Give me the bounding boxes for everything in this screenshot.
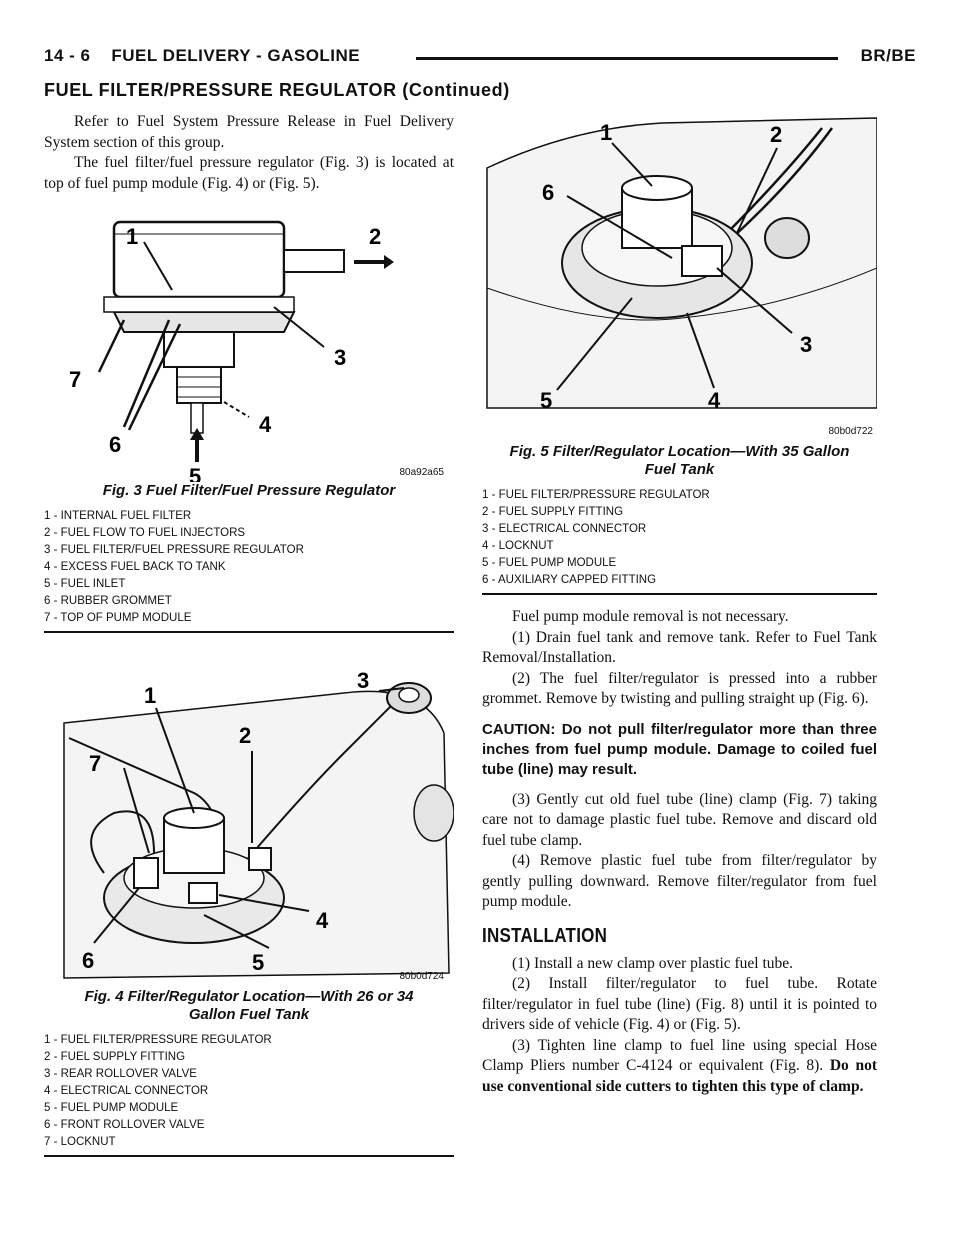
figure-4-caption-line-1: Fig. 4 Filter/Regulator Location—With 26 or 34 <box>84 988 414 1005</box>
figure-5-legend <box>482 487 877 589</box>
intro-paragraph-2: The fuel filter/fuel pressure regulator (Fig. 3) is located at top of fuel pump module (Fig. 4) or (Fig. 5). <box>44 154 454 192</box>
figure-5-caption-line-1: Fig. 5 Filter/Regulator Location—With 35 Gallon <box>509 443 850 460</box>
legend-item: 2 - FUEL SUPPLY FITTING <box>44 1051 186 1063</box>
right-column <box>482 108 877 1097</box>
removal-step-4: (4) Remove plastic fuel tube from filter/regulator by gently pulling downward. Remove filter/regulator from fuel pump module. <box>482 852 877 910</box>
legend-item: 6 - AUXILIARY CAPPED FITTING <box>482 574 657 586</box>
legend-item: 5 - FUEL INLET <box>44 578 126 590</box>
removal-step-2: (2) The fuel filter/regulator is pressed into a rubber grommet. Remove by twisting and pulling straight up (Fig. 6). <box>482 669 877 707</box>
fig5-callout-1: 1 <box>600 120 613 145</box>
installation-heading: INSTALLATION <box>482 924 608 947</box>
fig4-callout-5: 5 <box>252 950 265 975</box>
fig4-callout-4: 4 <box>316 908 329 933</box>
header-section-label: 14 - 6 FUEL DELIVERY - GASOLINE <box>44 46 361 65</box>
caution-note: CAUTION: Do not pull filter/regulator more than three inches from fuel pump module. Damage to coiled fuel tube (line) may result. <box>482 720 877 778</box>
fig4-callout-1: 1 <box>144 683 157 708</box>
fig3-callout-5: 5 <box>189 464 202 482</box>
install-step-3-warning: Do not use conventional side cutters to tighten this type of clamp. <box>482 1057 877 1095</box>
legend-item: 4 - LOCKNUT <box>482 540 554 552</box>
figure-5-code: 80b0d722 <box>828 426 873 437</box>
fig4-callout-3: 3 <box>357 668 370 693</box>
legend-item: 1 - FUEL FILTER/PRESSURE REGULATOR <box>44 1034 272 1046</box>
legend-item: 3 - FUEL FILTER/FUEL PRESSURE REGULATOR <box>44 544 304 556</box>
figure-4-rule <box>44 1155 454 1157</box>
fig5-callout-2: 2 <box>770 122 783 147</box>
figure-4-legend <box>44 1032 454 1151</box>
figure-4 <box>44 643 454 988</box>
legend-item: 1 - FUEL FILTER/PRESSURE REGULATOR <box>482 489 710 501</box>
removal-step-1: (1) Drain fuel tank and remove tank. Refer to Fuel Tank Removal/Installation. <box>482 628 877 666</box>
figure-4-caption-line-2: Gallon Fuel Tank <box>188 1006 310 1023</box>
figure-4-caption <box>44 988 454 1024</box>
legend-item: 4 - EXCESS FUEL BACK TO TANK <box>44 561 226 573</box>
page-header <box>44 44 916 72</box>
figure-5-caption <box>482 443 877 479</box>
legend-item: 3 - REAR ROLLOVER VALVE <box>44 1068 197 1080</box>
install-step-3 <box>482 1036 877 1098</box>
figure-5-illustration <box>482 108 877 443</box>
fig5-callout-3: 3 <box>800 332 813 357</box>
legend-item: 5 - FUEL PUMP MODULE <box>482 557 617 569</box>
section-title: FUEL FILTER/PRESSURE REGULATOR (Continued) <box>44 80 510 100</box>
header-model-label: BR/BE <box>860 46 916 65</box>
fig3-callout-7: 7 <box>69 367 82 392</box>
figure-3-rule <box>44 631 454 633</box>
legend-item: 7 - LOCKNUT <box>44 1136 116 1148</box>
legend-item: 1 - INTERNAL FUEL FILTER <box>44 510 192 522</box>
fig4-callout-6: 6 <box>82 948 95 973</box>
removal-step-3: (3) Gently cut old fuel tube (line) clamp (Fig. 7) taking care not to damage plastic fuel tube. Remove and discard old fuel tube clamp. <box>482 790 877 849</box>
fig5-callout-5: 5 <box>540 388 553 413</box>
fig3-callout-4: 4 <box>259 412 272 437</box>
left-column <box>44 112 454 1157</box>
figure-5 <box>482 108 877 443</box>
figure-3 <box>44 202 454 482</box>
fig3-callout-2: 2 <box>369 224 382 249</box>
fig3-callout-3: 3 <box>334 345 347 370</box>
fig4-callout-7: 7 <box>89 751 102 776</box>
legend-item: 6 - FRONT ROLLOVER VALVE <box>44 1119 205 1131</box>
install-step-2: (2) Install filter/regulator to fuel tube. Rotate filter/regulator in fuel tube (line) (Fig. 8) until it is pointed to drivers side of vehicle (Fig. 4) or (Fig. 5). <box>482 975 877 1033</box>
legend-item: 4 - ELECTRICAL CONNECTOR <box>44 1085 209 1097</box>
fig3-callout-6: 6 <box>109 432 122 457</box>
legend-item: 3 - ELECTRICAL CONNECTOR <box>482 523 647 535</box>
install-step-3-text: (3) Tighten line clamp to fuel line using special Hose Clamp Pliers number C-4124 or equivalent (Fig. 8). <box>482 1036 877 1074</box>
figure-5-caption-line-2: Fuel Tank <box>644 461 715 478</box>
legend-item: 6 - RUBBER GROMMET <box>44 595 172 607</box>
figure-3-legend <box>44 508 454 627</box>
figure-4-code: 80b0d724 <box>399 971 444 982</box>
legend-item: 2 - FUEL SUPPLY FITTING <box>482 506 624 518</box>
fig5-callout-4: 4 <box>708 388 721 413</box>
removal-note: Fuel pump module removal is not necessary. <box>512 608 789 625</box>
figure-3-illustration <box>44 202 454 482</box>
figure-3-caption: Fig. 3 Fuel Filter/Fuel Pressure Regulator <box>102 482 396 499</box>
fig4-callout-2: 2 <box>239 723 252 748</box>
header-rule <box>416 57 838 60</box>
legend-item: 7 - TOP OF PUMP MODULE <box>44 612 192 624</box>
legend-item: 2 - FUEL FLOW TO FUEL INJECTORS <box>44 527 246 539</box>
fig5-callout-6: 6 <box>542 180 555 205</box>
install-step-1: (1) Install a new clamp over plastic fuel tube. <box>512 954 794 972</box>
intro-paragraph-1: Refer to Fuel System Pressure Release in Fuel Delivery System section of this group. <box>44 113 454 151</box>
fig3-callout-1: 1 <box>126 224 139 249</box>
legend-item: 5 - FUEL PUMP MODULE <box>44 1102 179 1114</box>
figure-3-code: 80a92a65 <box>399 467 444 478</box>
figure-4-illustration <box>44 643 454 988</box>
